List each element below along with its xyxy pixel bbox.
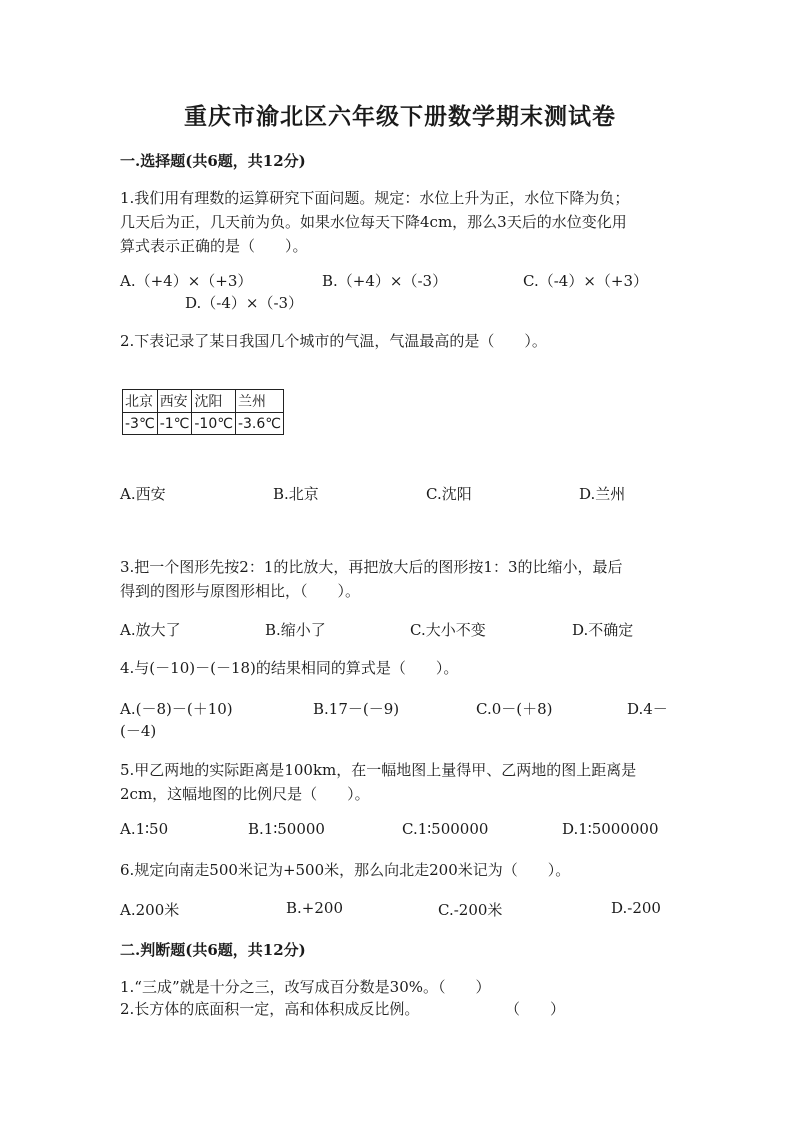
q3-line-2: 得到的图形与原图形相比，（ ）。 xyxy=(120,582,361,600)
q3-option-a[interactable]: A.放大了 xyxy=(120,621,181,639)
section-choice-heading: 一.选择题(共6题，共12分) xyxy=(120,152,306,170)
q1-option-d[interactable]: D.（-4）×（-3） xyxy=(185,294,304,312)
q2-option-c[interactable]: C.沈阳 xyxy=(426,485,472,503)
city-temperature-table xyxy=(122,389,284,435)
table-cell: 西安 xyxy=(157,390,192,413)
judgment-1-text: 1.“三成”就是十分之三，改写成百分数是30%。（ ） xyxy=(120,978,491,996)
page-title: 重庆市渝北区六年级下册数学期末测试卷 xyxy=(184,103,616,130)
q1-line-1: 1.我们用有理数的运算研究下面问题。规定：水位上升为正，水位下降为负； xyxy=(120,189,630,207)
q6-option-d[interactable]: D.-200 xyxy=(611,899,661,917)
q5-option-c[interactable]: C.1∶500000 xyxy=(402,820,489,838)
table-row-temps xyxy=(123,413,284,435)
q1-option-b[interactable]: B.（+4）×（-3） xyxy=(322,272,448,290)
q5-option-d[interactable]: D.1∶5000000 xyxy=(562,820,659,838)
q5-line-2: 2cm，这幅地图的比例尺是（ ）。 xyxy=(120,785,370,803)
q2-option-d[interactable]: D.兰州 xyxy=(579,485,626,503)
q2-option-a[interactable]: A.西安 xyxy=(120,485,166,503)
q6-option-b[interactable]: B.+200 xyxy=(286,899,343,917)
table-cell: 北京 xyxy=(123,390,158,413)
q6-option-a[interactable]: A.200米 xyxy=(120,901,180,919)
q4-option-d-continued: (－4) xyxy=(120,722,157,740)
q1-line-3: 算式表示正确的是（ ）。 xyxy=(120,237,308,255)
table-cell: -10℃ xyxy=(192,413,236,435)
section-judgment-heading: 二.判断题(共6题，共12分) xyxy=(120,941,306,959)
q3-option-d[interactable]: D.不确定 xyxy=(572,621,634,639)
q6-text: 6.规定向南走500米记为+500米，那么向北走200米记为（ ）。 xyxy=(120,861,571,879)
q5-line-1: 5.甲乙两地的实际距离是100km，在一幅地图上量得甲、乙两地的图上距离是 xyxy=(120,761,637,779)
table-cell: -3.6℃ xyxy=(235,413,283,435)
q4-option-b[interactable]: B.17－(－9) xyxy=(313,700,400,718)
judgment-2-answer-bracket[interactable]: （ ） xyxy=(505,1000,566,1018)
judgment-2-text: 2.长方体的底面积一定，高和体积成反比例。 xyxy=(120,1000,420,1018)
q2-option-b[interactable]: B.北京 xyxy=(273,485,319,503)
q6-option-c[interactable]: C.-200米 xyxy=(438,901,503,919)
q1-line-2: 几天后为正，几天前为负。如果水位每天下降4cm，那么3天后的水位变化用 xyxy=(120,213,627,231)
q1-option-a[interactable]: A.（+4）×（+3） xyxy=(120,272,253,290)
q5-option-a[interactable]: A.1∶50 xyxy=(120,820,169,838)
q4-option-a[interactable]: A.(－8)－(＋10) xyxy=(120,700,233,718)
table-cell: -3℃ xyxy=(123,413,158,435)
q3-option-c[interactable]: C.大小不变 xyxy=(410,621,486,639)
q3-line-1: 3.把一个图形先按2：1的比放大，再把放大后的图形按1：3的比缩小，最后 xyxy=(120,558,623,576)
table-cell: -1℃ xyxy=(157,413,192,435)
q2-text: 2.下表记录了某日我国几个城市的气温，气温最高的是（ ）。 xyxy=(120,332,547,350)
q5-option-b[interactable]: B.1∶50000 xyxy=(248,820,325,838)
q3-option-b[interactable]: B.缩小了 xyxy=(265,621,326,639)
table-cell: 兰州 xyxy=(235,390,283,413)
table-cell: 沈阳 xyxy=(192,390,236,413)
q4-option-d[interactable]: D.4－ xyxy=(627,700,668,718)
table-row-cities xyxy=(123,390,284,413)
q1-option-c[interactable]: C.（-4）×（+3） xyxy=(523,272,649,290)
q4-text: 4.与(－10)－(－18)的结果相同的算式是（ ）。 xyxy=(120,659,459,677)
q4-option-c[interactable]: C.0－(＋8) xyxy=(476,700,553,718)
